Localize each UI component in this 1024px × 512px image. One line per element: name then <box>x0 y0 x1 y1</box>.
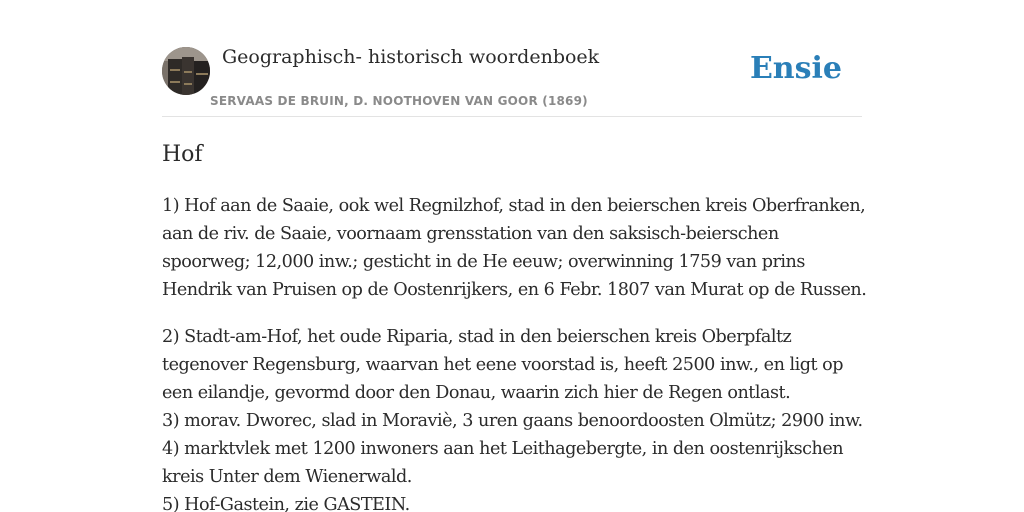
text-line: 3) morav. Dworec, slad in Moraviè, 3 uren gaans benoordoosten Olmütz; 2900 inw. <box>162 411 863 431</box>
ensie-logo-link[interactable]: Ensie <box>749 51 842 86</box>
book-authors: SERVAAS DE BRUIN, D. NOOTHOVEN VAN GOOR (1869) <box>210 94 588 108</box>
text-line: tegenover Regensburg, waarvan het eene voorstad is, heeft 2500 inw., en ligt op <box>162 355 844 375</box>
entry-content <box>162 140 867 512</box>
entry-paragraph-2 <box>162 323 862 512</box>
header <box>162 0 862 117</box>
text-line: aan de riv. de Saaie, voornaam grensstation van den saksisch-beierschen <box>162 224 779 244</box>
text-line: spoorweg; 12,000 inw.; gesticht in de He eeuw; overwinning 1759 van prins <box>162 252 805 272</box>
text-line: 1) Hof aan de Saaie, ook wel Regnilzhof, stad in den beierschen kreis Oberfranken, <box>162 196 866 216</box>
text-line: kreis Unter dem Wienerwald. <box>162 467 412 487</box>
entry-paragraph-1 <box>162 192 867 304</box>
text-line: een eilandje, gevormd door den Donau, waarin zich hier de Regen ontlast. <box>162 383 791 403</box>
book-cover-icon[interactable] <box>162 47 210 95</box>
text-line: Hendrik van Pruisen op de Oostenrijkers, en 6 Febr. 1807 van Murat op de Russen. <box>162 280 867 300</box>
entry-title: Hof <box>162 142 203 167</box>
book-title[interactable]: Geographisch- historisch woordenboek <box>222 46 600 68</box>
text-line: 5) Hof-Gastein, zie GASTEIN. <box>162 495 410 512</box>
text-line: 4) marktvlek met 1200 inwoners aan het Leithagebergte, in den oostenrijkschen <box>162 439 844 459</box>
text-line: 2) Stadt-am-Hof, het oude Riparia, stad in den beierschen kreis Oberpfaltz <box>162 327 792 347</box>
